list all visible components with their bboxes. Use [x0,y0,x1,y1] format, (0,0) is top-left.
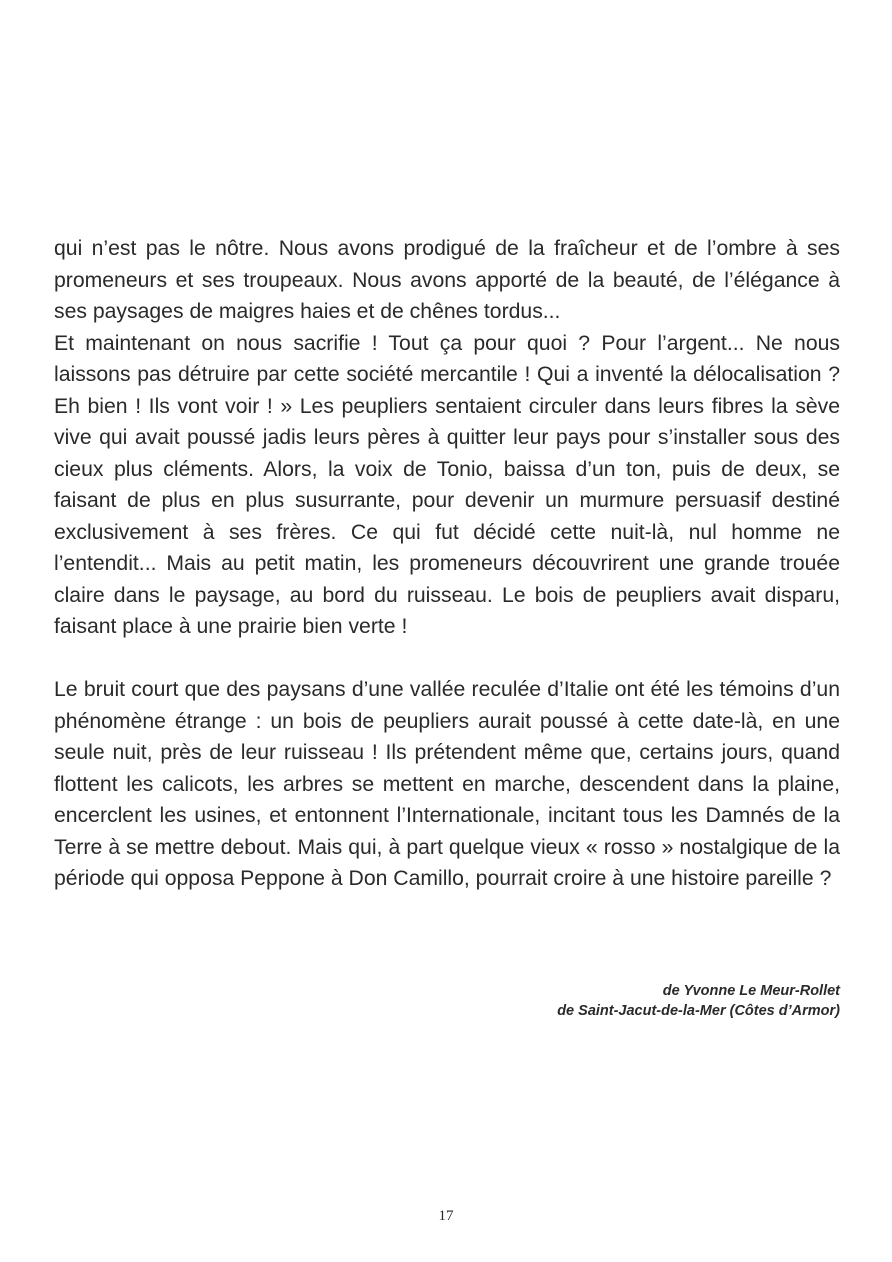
author-name: de Yvonne Le Meur-Rollet [662,983,840,999]
paragraph-3: Le bruit court que des paysans d’une vallée reculée d’Italie ont été les témoins d’un phénomène étrange : un bois de peupliers aurait poussé à cette date-là, en une seule nuit, près de leur ruisseau ! Ils prétendent même que, certains jours, quand flottent les calicots, les arbres se mettent en marche, descendent dans la plaine, encerclent les usines, et entonnent l’Internationale, incitant tous les Damnés de la Terre à se mettre debout. Mais qui, à part quelque vieux « rosso » nostalgique de la période qui opposa Peppone à Don Camillo, pourrait croire à une histoire pareille ? [54,678,840,890]
paragraph-1: qui n’est pas le nôtre. Nous avons prodigué de la fraîcheur et de l’ombre à ses promeneurs et ses troupeaux. Nous avons apporté de la beauté, de l’élégance à ses paysages de maigres haies et de chênes tordus... [54,237,840,323]
text-body [54,233,840,895]
paragraph-2: Et maintenant on nous sacrifie ! Tout ça pour quoi ? Pour l’argent... Ne nous laissons pas détruire par cette société mercantile ! Qui a inventé la délocalisation ? Eh bien ! Ils vont voir ! » Les peupliers sentaient circuler dans leurs fibres la sève vive qui avait poussé jadis leurs pères à quitter leur pays pour s’installer sous des cieux plus cléments. Alors, la voix de Tonio, baissa d’un ton, puis de deux, se faisant de plus en plus susurrante, pour devenir un murmure persuasif destiné exclusivement à ses frères. Ce qui fut décidé cette nuit-là, nul homme ne l’entendit... Mais au petit matin, les promeneurs découvrirent une grande trouée claire dans le paysage, au bord du ruisseau. Le bois de peupliers avait disparu, faisant place à une prairie bien verte ! [54,331,840,638]
author-origin: de Saint-Jacut-de-la-Mer (Côtes d’Armor) [557,1003,840,1019]
author-signature [54,981,840,1021]
page-number: 17 [438,1208,454,1224]
